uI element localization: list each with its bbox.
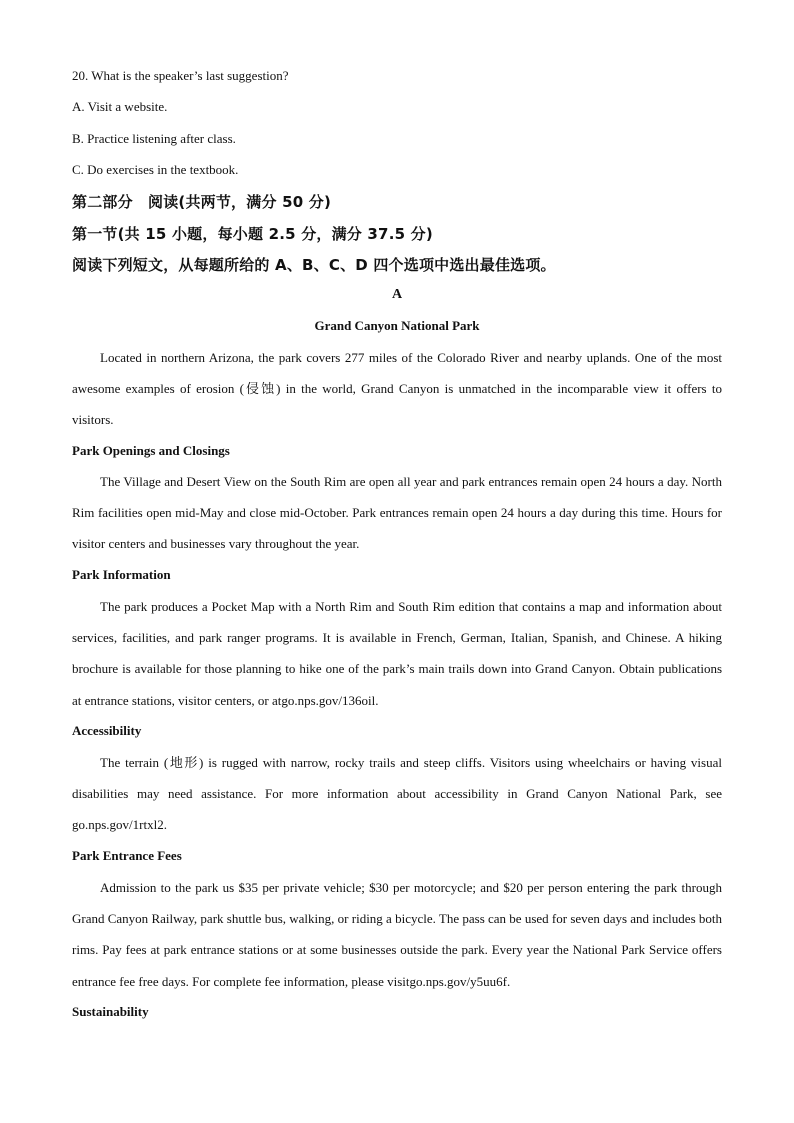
subsection-title: 第一节(共 15 小题，每小题 2.5 分，满分 37.5 分) <box>72 225 433 243</box>
section-heading-sustainability: Sustainability <box>72 1004 149 1019</box>
passage-label: A <box>391 287 403 302</box>
question-option-b: B. Practice listening after class. <box>72 131 236 146</box>
section-text-fees: Admission to the park us $35 per private vehicle; $30 per motorcycle; and $20 per person entering the park through Grand Canyon Railway, park shuttle bus, walking, or riding a bicycle. The pass can be used for seven days and includes both rims. Pay fees at park entrance stations or at some businesses outside the park. Every year the National Park Service offers entrance fee free days. For complete fee information, please visitgo.nps.gov/y5uu6f. <box>72 880 722 989</box>
question-stem: 20. What is the speaker’s last suggestion? <box>72 68 289 83</box>
instruction: 阅读下列短文，从每题所给的 A、B、C、D 四个选项中选出最佳选项。 <box>72 256 556 274</box>
question-option-a: A. Visit a website. <box>72 99 168 114</box>
section-text-openings: The Village and Desert View on the South Rim are open all year and park entrances remain open 24 hours a day. North Rim facilities open mid-May and close mid-October. Park entrances remain open 24 hours a day during this time. Hours for visitor centers and businesses vary throughout the year. <box>72 474 722 552</box>
section-text-information: The park produces a Pocket Map with a North Rim and South Rim edition that contains a map and information about services, facilities, and park ranger programs. It is available in French, German, Italian, Spanish, and Chinese. A hiking brochure is available for those planning to hike one of the park’s main trails down into Grand Canyon. Obtain publications at entrance stations, visitor centers, or atgo.nps.gov/136oil. <box>72 599 722 708</box>
section-heading-openings: Park Openings and Closings <box>72 443 230 458</box>
section-heading-information: Park Information <box>72 567 171 582</box>
section-heading-fees: Park Entrance Fees <box>72 848 182 863</box>
section-heading-accessibility: Accessibility <box>72 723 142 738</box>
question-option-c: C. Do exercises in the textbook. <box>72 162 239 177</box>
passage-title: Grand Canyon National Park <box>314 318 480 333</box>
passage-intro: Located in northern Arizona, the park covers 277 miles of the Colorado River and nearby uplands. One of the most awesome examples of erosion (侵蚀) in the world, Grand Canyon is unmatched in the incomparable view it offers to visitors. <box>72 350 722 428</box>
part-title: 第二部分 阅读(共两节，满分 50 分) <box>72 193 332 211</box>
section-text-accessibility: The terrain (地形) is rugged with narrow, rocky trails and steep cliffs. Visitors using wheelchairs or having visual disabilities may need assistance. For more information about accessibility in Grand Canyon National Park, see go.nps.gov/1rtxl2. <box>72 755 722 833</box>
